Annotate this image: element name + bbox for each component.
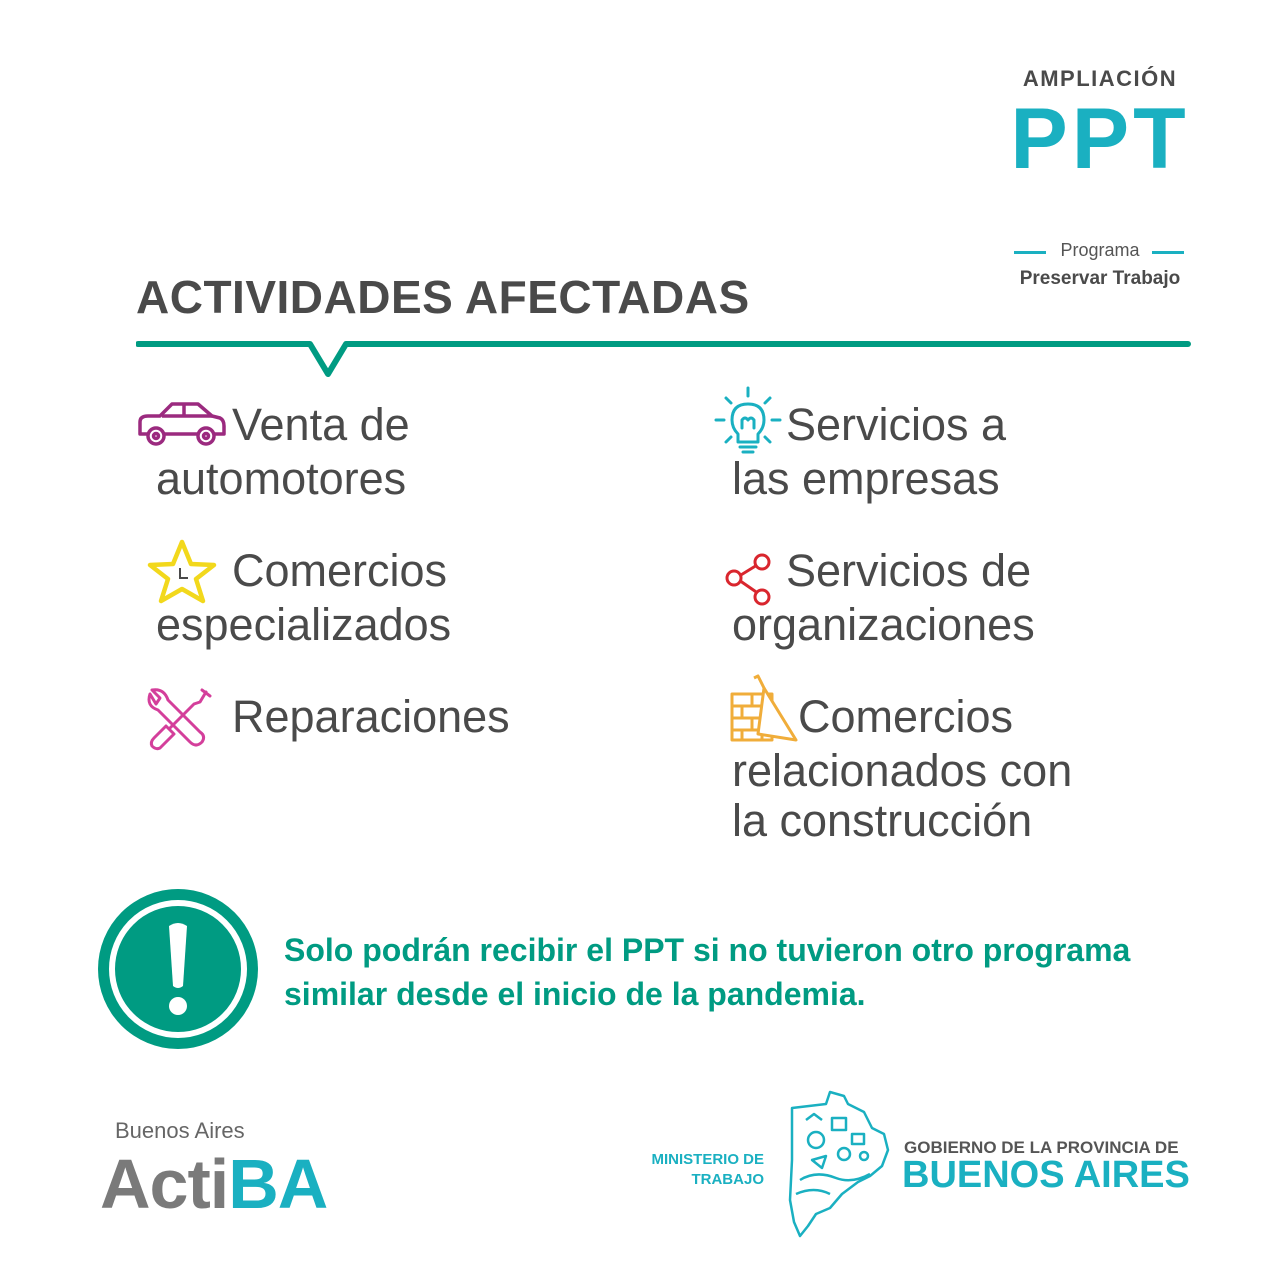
activity-line: Comercios	[232, 545, 448, 596]
warning-line: similar desde el inicio de la pandemia.	[284, 976, 866, 1012]
activity-line: relacionados con	[732, 745, 1073, 796]
brick-trowel-icon	[728, 674, 800, 744]
actiba-buenos-aires: Buenos Aires	[115, 1118, 245, 1143]
province-map-icon	[786, 1090, 892, 1238]
activity-line: automotores	[156, 453, 407, 504]
gobierno-provincia: GOBIERNO DE LA PROVINCIA DE	[904, 1138, 1179, 1157]
actiba-ba: BA	[228, 1145, 328, 1223]
star-icon	[146, 538, 218, 606]
warning-line: Solo podrán recibir el PPT si no tuvieron otro programa	[284, 932, 1131, 968]
tools-icon	[144, 686, 214, 752]
logo-line-left	[1014, 251, 1046, 254]
actiba-logo	[100, 1144, 327, 1224]
activity-line: Servicios a	[786, 399, 1007, 450]
ministerio-line: MINISTERIO DE	[651, 1151, 764, 1168]
logo-programa: Programa	[1060, 240, 1140, 260]
activity-line: la construcción	[732, 795, 1033, 846]
lightbulb-icon	[712, 386, 784, 460]
activity-line: Reparaciones	[232, 691, 510, 742]
logo-line-right	[1152, 251, 1184, 254]
ppt-logo	[1008, 62, 1192, 289]
activity-line: Servicios de	[786, 545, 1032, 596]
warning-message	[284, 928, 1244, 1016]
exclamation-icon	[95, 886, 261, 1052]
page-title: ACTIVIDADES AFECTADAS	[136, 271, 750, 323]
actiba-acti: Acti	[100, 1145, 229, 1223]
buenos-aires-wordmark: BUENOS AIRES	[902, 1154, 1190, 1196]
logo-program-row	[1008, 240, 1192, 264]
ministerio-line: TRABAJO	[691, 1171, 764, 1188]
logo-ampliacion: AMPLIACIÓN	[1022, 66, 1178, 91]
logo-preservar-trabajo: Preservar Trabajo	[1019, 268, 1181, 289]
logo-ppt: PPT	[1010, 91, 1190, 187]
activity-line: organizaciones	[732, 599, 1035, 650]
activity-line: las empresas	[732, 453, 1000, 504]
activity-line: Comercios	[798, 691, 1014, 742]
activity-line: especializados	[156, 599, 452, 650]
car-icon	[136, 396, 228, 452]
activity-line: Venta de	[232, 399, 410, 450]
title-underline	[136, 336, 1192, 380]
ministerio-trabajo	[600, 1150, 764, 1190]
